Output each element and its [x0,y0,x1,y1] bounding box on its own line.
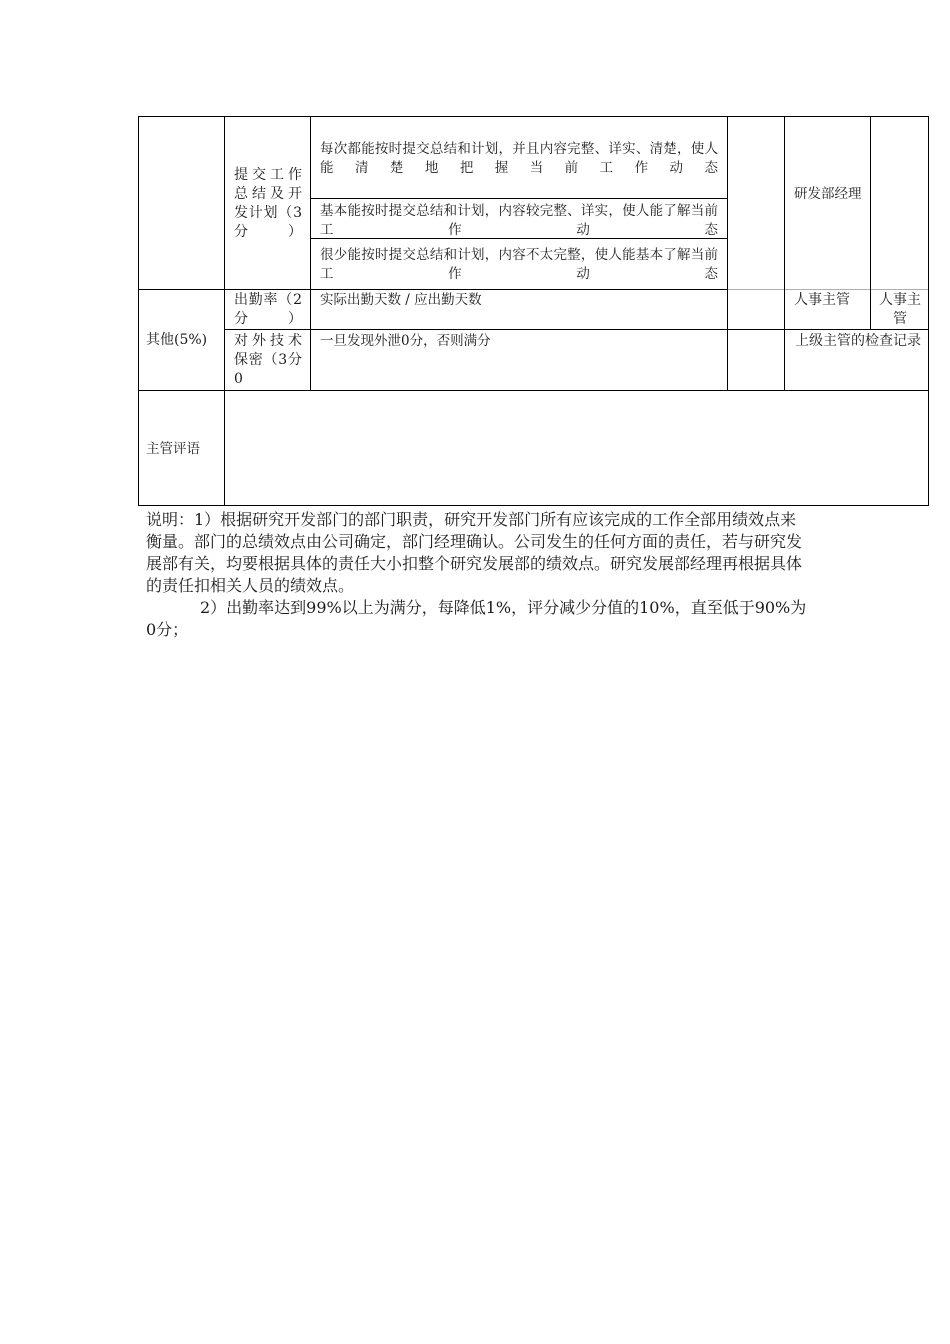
section-other-label: 其他(5%) [146,332,208,348]
criteria-report-level-3: 很少能按时提交总结和计划，内容不太完整，使人能基本了解当前工作动态 [320,247,718,282]
row-divider-other [138,390,929,391]
source-confidentiality: 上级主管的检查记录 [795,333,921,349]
source-report: 研发部经理 [794,186,862,202]
item-report-submission: 提交工作总结及开发计划（3分） [234,167,302,240]
note-1: 说明：1）根据研究开发部门的部门职责，研究开发部门所有应该完成的工作全部用绩效点来衡量。部门的总绩效点由公司确定，部门经理确认。公司发生的任何方面的责任，若与研究发展部有关，均要根据具体的责任大小扣整个研究发展部的绩效点。研究发展部经理再根据具体的责任扣相关人员的绩效点。 [146,510,803,595]
col-divider-2 [310,116,311,390]
col-divider-1 [224,116,225,506]
row-divider-report [138,289,784,290]
criteria-attendance: 实际出勤天数 / 应出勤天数 [320,292,482,308]
comment-content [234,400,918,496]
criteria-confidentiality: 一旦发现外泄0分，否则满分 [320,333,491,349]
col-divider-5 [870,116,871,330]
table-border-top [138,116,929,117]
row-divider-report-highlight [727,289,929,290]
criteria-divider-1 [310,198,727,199]
note-2: 2）出勤率达到99%以上为满分，每降低1%，评分减少分值的10%，直至低于90%为0分； [146,598,807,639]
row-divider-attendance [224,329,929,330]
col-divider-4 [784,116,785,390]
col-divider-3 [727,116,728,390]
item-attendance: 出勤率（2分） [234,292,302,327]
comment-label: 主管评语 [146,441,200,457]
reviewer-attendance: 人事主管 [879,292,921,327]
notes-section [146,509,808,641]
item-confidentiality: 对外技术保密（3分0 [234,333,302,387]
source-attendance: 人事主管 [794,292,850,308]
table-border-right [928,116,929,506]
table-border-bottom [138,505,929,506]
criteria-report-level-2: 基本能按时提交总结和计划，内容较完整、详实，使人能了解当前工作动态 [320,203,718,238]
table-border-left [138,116,139,506]
criteria-report-level-1: 每次都能按时提交总结和计划，并且内容完整、详实、清楚，使人能清楚地把握当前工作动态 [320,141,718,176]
assessment-table [138,116,929,506]
